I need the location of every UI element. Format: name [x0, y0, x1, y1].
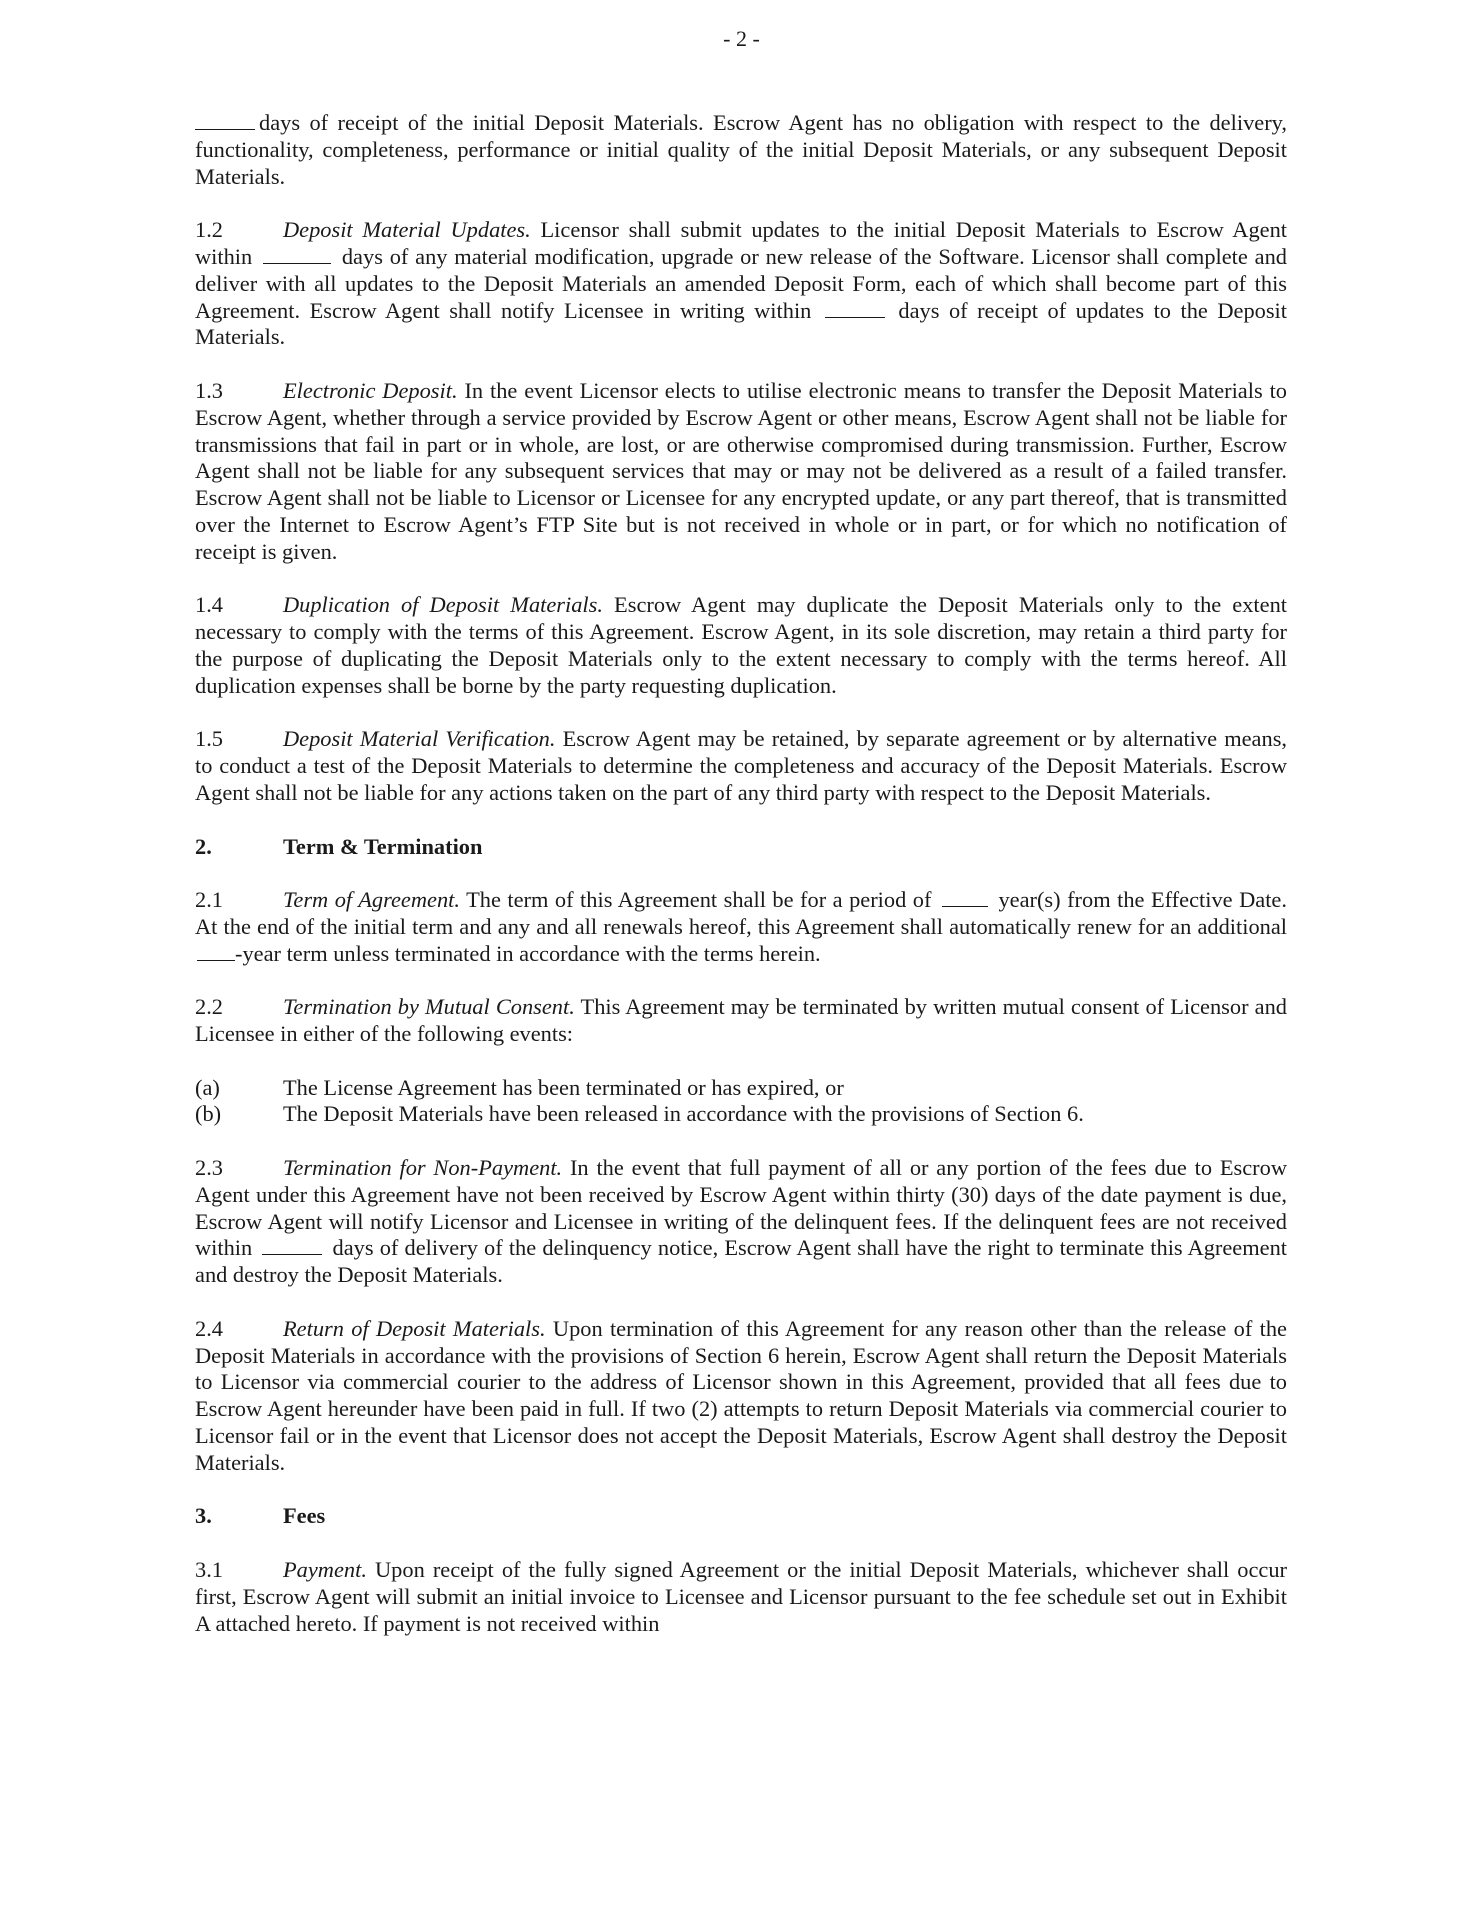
section-heading-3 — [195, 1503, 1287, 1530]
paragraph-text: days of any material modification, upgrade or new release of the Software. Licensor shall complete and deliver with all updates to the Deposit Materials an amended Deposit Form, each of which shall become part of this Agreement. Escrow Agent shall notify Licensee in writing within — [195, 243, 1287, 323]
section-number: 2.3 — [195, 1155, 223, 1181]
paragraph-text: Licensor shall submit updates to the initial Deposit Materials to Escrow Agent within — [195, 217, 1288, 269]
section-number: 2.1 — [195, 887, 223, 913]
paragraph-text: -year term unless terminated in accordance with the terms herein. — [235, 940, 821, 966]
heading-title: Fees — [283, 1503, 326, 1529]
paragraph-text: In the event that full payment of all or any portion of the fees due to Escrow Agent under this Agreement have not been received by Escrow Agent within thirty (30) days of the date payment is due, Escrow Agent will notify Licensor and Licensee in writing of the delinquent fees. If the delinquent fees are not received within — [195, 1155, 1288, 1261]
list-marker: (b) — [195, 1101, 222, 1127]
fill-in-blank — [825, 299, 885, 318]
section-title: Return of Deposit Materials. — [283, 1315, 546, 1341]
section-number: 1.4 — [195, 592, 223, 618]
fill-in-blank — [197, 942, 235, 961]
list-item — [195, 1101, 1287, 1128]
paragraph-1-3 — [195, 378, 1287, 566]
section-number: 2.4 — [195, 1315, 223, 1341]
fill-in-blank — [263, 245, 331, 264]
section-title: Electronic Deposit. — [283, 377, 458, 403]
heading-number: 3. — [195, 1503, 212, 1529]
paragraph-1-1-continued — [195, 110, 1287, 190]
paragraph-text: The term of this Agreement shall be for a period of — [459, 887, 932, 913]
page-number: - 2 - — [723, 26, 760, 51]
paragraph-1-4 — [195, 592, 1287, 699]
paragraph-text: Escrow Agent may be retained, by separate agreement or by alternative means, to conduct a test of the Deposit Materials to determine the completeness and accuracy of the Deposit Materials. Escrow Agent shall not be liable for any actions taken on the part of any third party with respect to the Deposit Materials. — [195, 726, 1288, 805]
section-title: Term of Agreement. — [283, 887, 460, 913]
paragraph-2-3 — [195, 1155, 1287, 1289]
heading-title: Term & Termination — [283, 833, 483, 859]
section-title: Deposit Material Updates. — [283, 217, 531, 243]
section-number: 2.2 — [195, 994, 223, 1020]
section-number: 1.3 — [195, 377, 223, 403]
list-marker: (a) — [195, 1074, 220, 1100]
section-heading-2 — [195, 834, 1287, 861]
paragraph-2-2 — [195, 994, 1287, 1048]
section-number: 3.1 — [195, 1557, 223, 1583]
fill-in-blank — [942, 888, 988, 907]
paragraph-text: days of delivery of the delinquency notice, Escrow Agent shall have the right to terminate this Agreement and destroy the Deposit Materials. — [195, 1235, 1287, 1288]
paragraph-text: days of receipt of updates to the Deposit Materials. — [195, 297, 1287, 350]
section-title: Payment. — [283, 1557, 367, 1583]
section-title: Deposit Material Verification. — [283, 726, 556, 752]
paragraph-text: Upon termination of this Agreement for any reason other than the release of the Deposit Materials in accordance with the provisions of Section 6 herein, Escrow Agent shall return the Deposit Materials to Licensor via commercial courier to the address of Licensor shown in this Agreement, provided that all fees due to Escrow Agent hereunder have been paid in full. If two (2) attempts to return Deposit Materials via commercial courier to Licensor fail or in the event that Licensor does not accept the Deposit Materials, Escrow Agent shall destroy the Deposit Materials. — [195, 1315, 1287, 1475]
paragraph-text: days of receipt of the initial Deposit Materials. Escrow Agent has no obligation with respect to the delivery, functionality, completeness, performance or initial quality of the initial Deposit Materials, or any subsequent Deposit Materials. — [195, 110, 1287, 189]
paragraph-1-2 — [195, 217, 1287, 351]
paragraph-text: Upon receipt of the fully signed Agreement or the initial Deposit Materials, whichever shall occur first, Escrow Agent will submit an initial invoice to Licensee and Licensor pursuant to the fee schedule set out in Exhibit A attached hereto. If payment is not received within — [195, 1557, 1287, 1636]
heading-number: 2. — [195, 833, 212, 859]
list-item — [195, 1075, 1287, 1102]
section-title: Duplication of Deposit Materials. — [283, 592, 603, 618]
paragraph-text: In the event Licensor elects to utilise electronic means to transfer the Deposit Materials to Escrow Agent, whether through a service provided by Escrow Agent or other means, Escrow Agent shall not be liable for transmissions that fail in part or in whole, are lost, or are otherwise compromised during transmission. Further, Escrow Agent shall not be liable for any subsequent services that may or may not be delivered as a result of a failed transfer. Escrow Agent shall not be liable to Licensor or Licensee for any encrypted update, or any part thereof, that is transmitted over the Internet to Escrow Agent’s FTP Site but is not received in whole or in part, or for which no notification of receipt is given. — [195, 377, 1287, 564]
list-item-text: The Deposit Materials have been released in accordance with the provisions of Section 6. — [283, 1101, 1084, 1127]
section-number: 1.5 — [195, 726, 223, 752]
section-title: Termination for Non-Payment. — [283, 1155, 563, 1181]
section-number: 1.2 — [195, 217, 223, 243]
paragraph-1-5 — [195, 726, 1287, 806]
termination-events-list — [195, 1075, 1287, 1129]
fill-in-blank — [262, 1236, 322, 1255]
fill-in-blank — [195, 111, 255, 130]
paragraph-text: year(s) from the Effective Date. At the end of the initial term and any and all renewals hereof, this Agreement shall automatically renew for an additional — [195, 887, 1287, 939]
section-title: Termination by Mutual Consent. — [283, 994, 575, 1020]
paragraph-text: Escrow Agent may duplicate the Deposit Materials only to the extent necessary to comply with the terms of this Agreement. Escrow Agent, in its sole discretion, may retain a third party for the purpose of duplicating the Deposit Materials only to the extent necessary to comply with the terms hereof. All duplication expenses shall be borne by the party requesting duplication. — [195, 592, 1288, 698]
paragraph-3-1 — [195, 1557, 1287, 1637]
document-body — [195, 110, 1287, 1664]
list-item-text: The License Agreement has been terminated or has expired, or — [283, 1074, 844, 1100]
paragraph-2-1 — [195, 887, 1287, 967]
paragraph-2-4 — [195, 1316, 1287, 1477]
paragraph-text: This Agreement may be terminated by written mutual consent of Licensor and Licensee in either of the following events: — [195, 994, 1287, 1047]
